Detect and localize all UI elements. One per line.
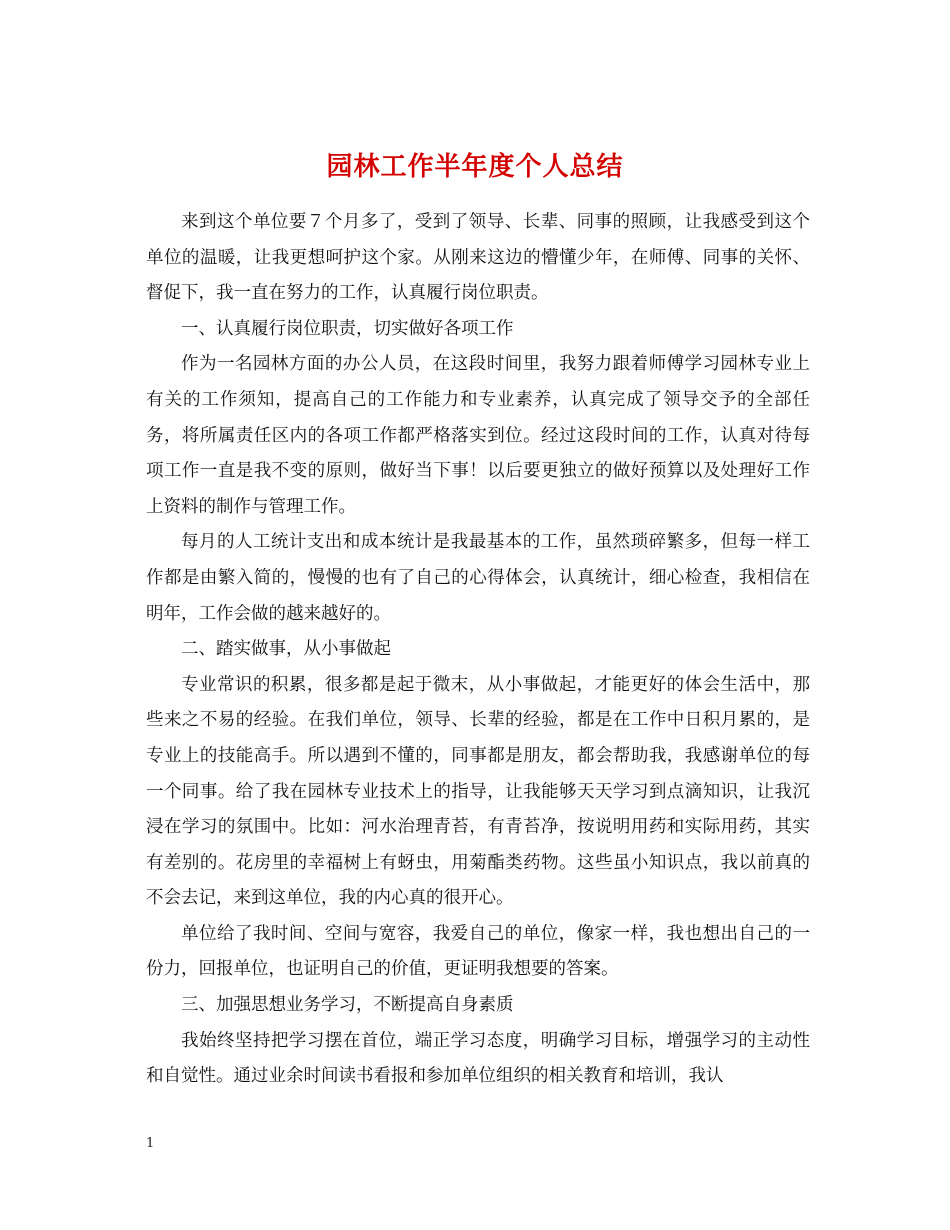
section-2-paragraph-2: 单位给了我时间、空间与宽容，我爱自己的单位，像家一样，我也想出自己的一份力，回报单位，也证明自己的价值，更证明我想要的答案。 — [146, 923, 810, 980]
section-1-paragraph-2: 每月的人工统计支出和成本统计是我最基本的工作，虽然琐碎繁多，但每一样工作都是由繁入简的，慢慢的也有了自己的心得体会，认真统计，细心检查，我相信在明年，工作会做的越来越好的。 — [146, 532, 810, 624]
section-2-paragraph-1: 专业常识的积累，很多都是起于微末，从小事做起，才能更好的体会生活中，那些来之不易的经验。在我们单位，领导、长辈的经验，都是在工作中日积月累的，是专业上的技能高手。所以遇到不懂的，同事都是朋友，都会帮助我，我感谢单位的每一个同事。给了我在园林专业技术上的指导，让我能够天天学习到点滴知识，让我沉浸在学习的氛围中。比如：河水治理青苔，有青苔净，按说明用药和实际用药，其实有差别的。花房里的幸福树上有蚜虫，用菊酯类药物。这些虽小知识点，我以前真的不会去记，来到这单位，我的内心真的很开心。 — [146, 674, 810, 909]
page-number: 1 — [146, 1136, 155, 1151]
section-1-paragraph-1: 作为一名园林方面的办公人员，在这段时间里，我努力跟着师傅学习园林专业上有关的工作须知，提高自己的工作能力和专业素养，认真完成了领导交予的全部任务，将所属责任区内的各项工作都严格落实到位。经过这段时间的工作，认真对待每项工作一直是我不变的原则，做好当下事！以后要更独立的做好预算以及处理好工作上资料的制作与管理工作。 — [146, 354, 810, 517]
section-3-paragraph-1: 我始终坚持把学习摆在首位，端正学习态度，明确学习目标，增强学习的主动性和自觉性。通过业余时间读书看报和参加单位组织的相关教育和培训，我认 — [146, 1030, 810, 1087]
document-title: 园林工作半年度个人总结 — [326, 152, 624, 183]
section-heading-3: 三、加强思想业务学习，不断提高自身素质 — [181, 995, 514, 1016]
document-body — [146, 205, 810, 1095]
intro-paragraph: 来到这个单位要７个月多了，受到了领导、长辈、同事的照顾，让我感受到这个单位的温暖，让我更想呵护这个家。从刚来这边的懵懂少年，在师傅、同事的关怀、督促下，我一直在努力的工作，认真履行岗位职责。 — [146, 212, 810, 304]
section-heading-1: 一、认真履行岗位职责，切实做好各项工作 — [181, 318, 514, 339]
section-heading-2: 二、踏实做事，从小事做起 — [181, 639, 391, 660]
